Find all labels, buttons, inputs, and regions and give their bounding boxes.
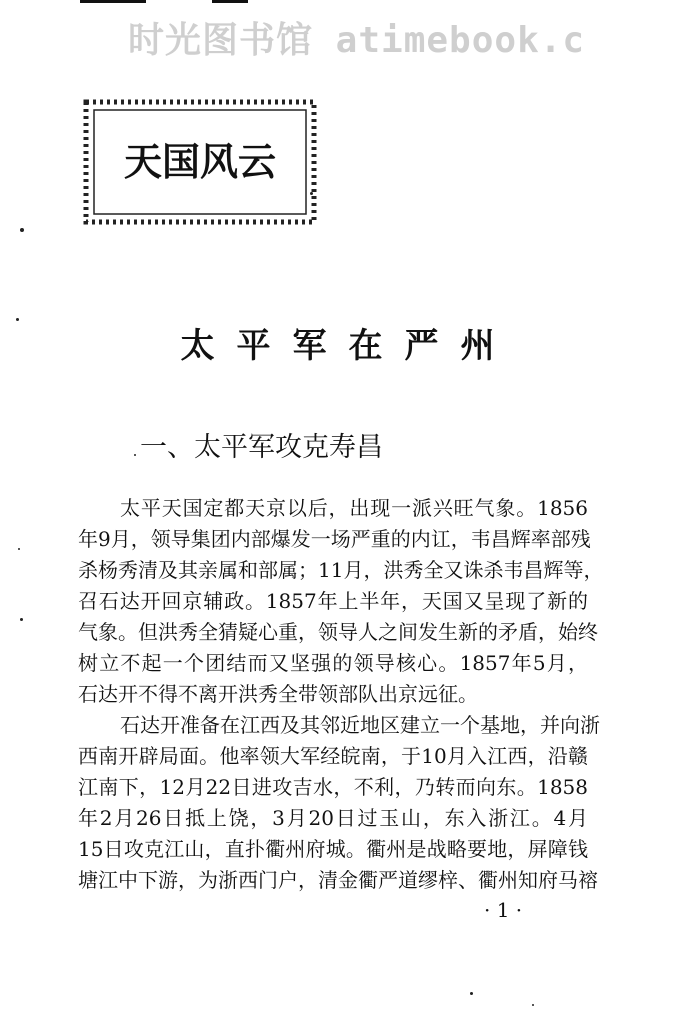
top-rule-right: [212, 0, 248, 3]
body-line: 江南下，12月22日进攻吉水，不利，乃转而向东。1858: [78, 775, 588, 799]
scan-speck: [134, 454, 136, 456]
body-line: 太平天国定都天京以后，出现一派兴旺气象。1856: [120, 496, 588, 520]
scan-speck: [20, 618, 23, 621]
body-line: 召石达开回京辅政。1857年上半年，天国又呈现了新的: [78, 589, 588, 613]
column-title-box: [82, 98, 318, 226]
body-line: 年9月，领导集团内部爆发一场严重的内讧，韦昌辉率部残: [78, 527, 591, 551]
page-number: · 1 ·: [484, 898, 523, 922]
scan-speck: [20, 228, 24, 232]
article-title: 太平军在严州: [180, 326, 517, 366]
body-line: 西南开辟局面。他率领大军经皖南，于10月入江西，沿赣: [78, 744, 588, 768]
body-line: 杀杨秀清及其亲属和部属；11月，洪秀全又诛杀韦昌辉等，: [78, 558, 604, 582]
watermark: 时光图书馆 atimebook.c: [128, 20, 586, 61]
scan-speck: [18, 548, 20, 550]
body-line: 年2月26日抵上饶，3月20日过玉山，东入浙江。4月: [78, 806, 588, 830]
body-line: 石达开准备在江西及其邻近地区建立一个基地，并向浙: [120, 713, 600, 737]
scan-speck: [470, 992, 473, 995]
body-line: 塘江中下游，为浙西门户，清金衢严道缪梓、衢州知府马褣: [78, 868, 598, 892]
body-line: 气象。但洪秀全猜疑心重，领导人之间发生新的矛盾，始终: [78, 620, 598, 644]
scan-speck: [310, 192, 313, 195]
body-line: 石达开不得不离开洪秀全带领部队出京远征。: [78, 682, 478, 706]
top-rule-left: [80, 0, 146, 3]
section-heading: 一、太平军攻克寿昌: [140, 432, 383, 463]
scan-speck: [16, 318, 19, 321]
body-line: 15日攻克江山，直扑衢州府城。衢州是战略要地，屏障钱: [78, 837, 588, 861]
column-title: 天国风云: [123, 139, 276, 184]
body-text: [78, 493, 604, 896]
scan-speck: [532, 1004, 534, 1006]
body-line: 树立不起一个团结而又坚强的领导核心。1857年5月，: [78, 651, 588, 675]
